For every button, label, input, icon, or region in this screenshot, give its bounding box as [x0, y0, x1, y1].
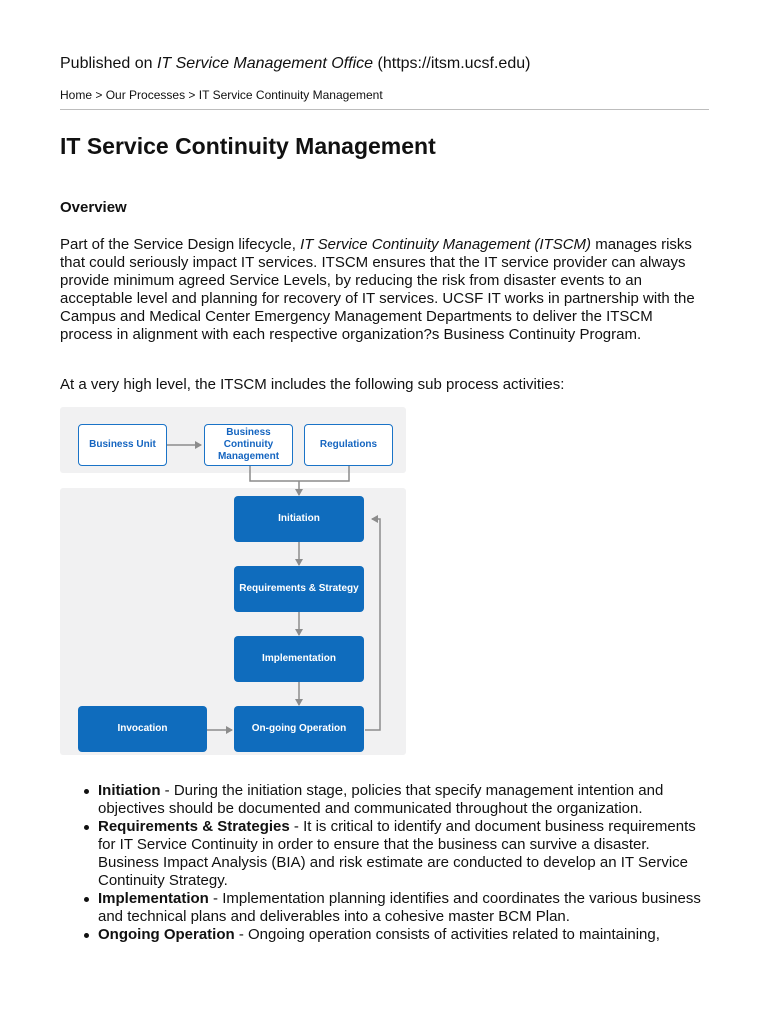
list-item-text: - Ongoing operation consists of activities related to maintaining,: [234, 926, 660, 943]
requirements-strategy-box: Requirements & Strategy: [234, 566, 364, 612]
subprocess-list: [98, 782, 708, 944]
invocation-box: Invocation: [78, 706, 207, 752]
overview-heading: Overview: [60, 199, 127, 216]
list-item: [98, 926, 708, 944]
breadcrumb-separator: >: [95, 88, 103, 102]
page-title: IT Service Continuity Management: [60, 133, 436, 159]
itscm-term: IT Service Continuity Management (ITSCM): [300, 236, 592, 253]
business-unit-box: Business Unit: [78, 424, 167, 466]
subprocess-intro: At a very high level, the ITSCM includes the following sub process activities:: [60, 376, 565, 393]
list-item: [98, 890, 708, 926]
implementation-box: Implementation: [234, 636, 364, 682]
site-url: (https://itsm.ucsf.edu): [377, 55, 531, 72]
overview-text-start: Part of the Service Design lifecycle,: [60, 236, 296, 253]
merge-connector: [250, 465, 349, 481]
site-name-link[interactable]: IT Service Management Office: [156, 55, 374, 72]
list-item-term: Requirements & Strategies: [98, 818, 290, 835]
published-line: [60, 55, 530, 73]
list-item-text: - Implementation planning identifies and coordinates the various business and technical plans and deliverables into a cohesive master BCM Plan.: [98, 890, 701, 925]
breadcrumb-home-link[interactable]: Home: [60, 88, 93, 102]
list-item-text: - It is critical to identify and document business requirements for IT Service Continuity in order to ensure that the business can survive a disaster. Business Impact Analysis (BIA) and risk estimate are conducted to develop an IT Service Continuity Strategy.: [98, 818, 696, 889]
header-divider: [60, 109, 709, 110]
list-item-term: Implementation: [98, 890, 209, 907]
arrow-feedback-loop: [365, 519, 380, 730]
overview-paragraph: [60, 236, 705, 344]
list-item: [98, 818, 708, 890]
published-prefix: Published on: [60, 55, 153, 72]
regulations-box: Regulations: [304, 424, 393, 466]
list-item-term: Ongoing Operation: [98, 926, 235, 943]
itscm-process-diagram: [60, 407, 406, 755]
list-item: [98, 782, 708, 818]
bcm-box: Business Continuity Management: [204, 424, 293, 466]
breadcrumb-current: IT Service Continuity Management: [198, 88, 383, 102]
ongoing-operation-box: On-going Operation: [234, 706, 364, 752]
breadcrumb-processes-link[interactable]: Our Processes: [105, 88, 186, 102]
initiation-box: Initiation: [234, 496, 364, 542]
list-item-term: Initiation: [98, 782, 161, 799]
list-item-text: - During the initiation stage, policies that specify management intention and objectives should be documented and communicated throughout the organization.: [98, 782, 664, 817]
breadcrumb-separator: >: [188, 88, 196, 102]
breadcrumb: [60, 88, 383, 102]
overview-text-rest: manages risks that could seriously impact IT services. ITSCM ensures that the IT service provider can always provide minimum agreed Service Levels, by reducing the risk from disaster events to an acceptable level and planning for recovery of IT services. UCSF IT works in partnership with the Campus and Medical Center Emergency Management Departments to deliver the ITSCM process in alignment with each respective organization?s Business Continuity Program.: [60, 236, 695, 343]
